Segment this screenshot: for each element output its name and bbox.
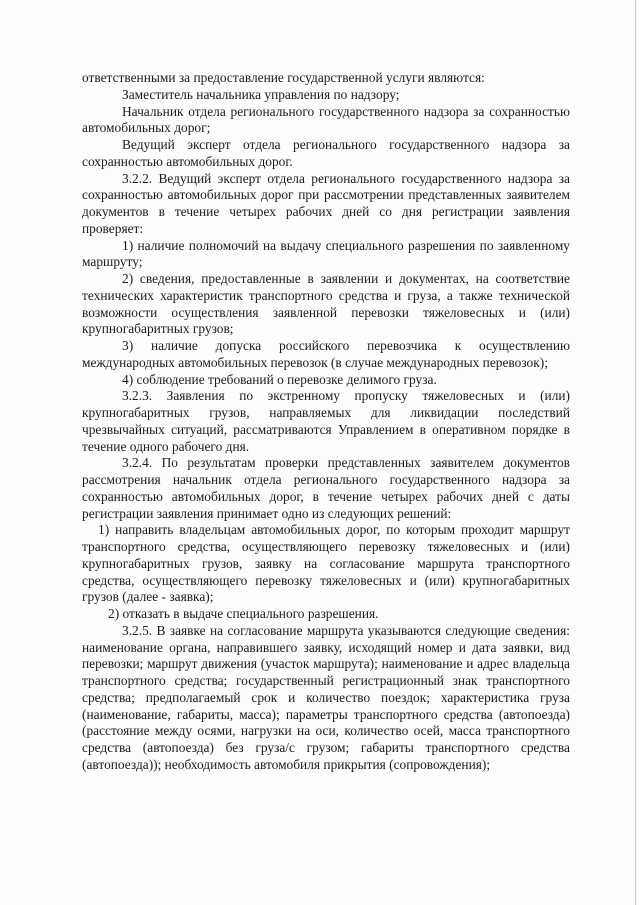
paragraph-3-2-5: 3.2.5. В заявке на согласование маршрута указываются следующие сведения: наименование органа, направившего заявку, исходящий номер и дата заявки, вид перевозки; маршрут движения (участок маршрута); наименование и адрес владельца транспортного средства; государственный регистрационный знак транспортного средства; предполагаемый срок и количество поездок; характеристика груза (наименование, габариты, масса); параметры транспортного средства (автопоезда) (расстояние между осями, нагрузки на оси, количество осей, масса транспортного средства (автопоезда) без груза/с грузом; габариты транспортного средства (автопоезда)); необходимость автомобиля прикрытия (сопровождения); xyxy=(82,622,570,772)
paragraph-intro: ответственными за предоставление государственной услуги являются: xyxy=(82,70,485,85)
paragraph-decision-1: 1) направить владельцам автомобильных дорог, по которым проходит маршрут транспортного средства, осуществляющего перевозку тяжеловесных и (или) крупногабаритных грузов, заявку на согласование маршрута транспортного средства, осуществляющего перевозку тяжеловесных и (или) крупногабаритных грузов (далее - заявка); xyxy=(82,522,570,605)
document-body xyxy=(82,70,570,774)
paragraph-check-2: 2) сведения, предоставленные в заявлении и документах, на соответствие технических характеристик транспортного средства и груза, а также технической возможности осуществления заявленной перевозки тяжеловесных и (или) крупногабаритных грузов; xyxy=(82,271,570,337)
paragraph-check-4: 4) соблюдение требований о перевозке делимого груза. xyxy=(122,371,437,387)
paragraph-decision-2: 2) отказать в выдаче специального разрешения. xyxy=(108,606,379,621)
paragraph-3-2-4: 3.2.4. По результатам проверки представленных заявителем документов рассмотрения начальник отдела регионального государственного надзора за сохранностью автомобильных дорог, в течение четырех рабочих дней с даты регистрации заявления принимает одно из следующих решений: xyxy=(82,455,570,521)
paragraph-deputy-head: Заместитель начальника управления по надзору; xyxy=(122,86,400,102)
paragraph-check-1: 1) наличие полномочий на выдачу специального разрешения по заявленному маршруту; xyxy=(82,237,570,270)
scan-edge-line xyxy=(635,0,636,905)
paragraph-3-2-2: 3.2.2. Ведущий эксперт отдела регионального государственного надзора за сохранностью автомобильных дорог при рассмотрении представленных заявителем документов в течение четырех рабочих дней со дня регистрации заявления проверяет: xyxy=(82,170,570,236)
paragraph-3-2-3: 3.2.3. Заявления по экстренному пропуску тяжеловесных и (или) крупногабаритных грузов, направляемых для ликвидации последствий чрезвычайных ситуаций, рассматриваются Управлением в оперативном порядке в течение одного рабочего дня. xyxy=(82,388,570,454)
paragraph-lead-expert: Ведущий эксперт отдела регионального государственного надзора за сохранностью автомобильных дорог. xyxy=(82,137,570,169)
paragraph-check-3: 3) наличие допуска российского перевозчика к осуществлению международных автомобильных перевозок (в случае международных перевозок); xyxy=(82,338,570,370)
paragraph-department-head: Начальник отдела регионального государственного надзора за сохранностью автомобильных дорог; xyxy=(82,103,570,136)
